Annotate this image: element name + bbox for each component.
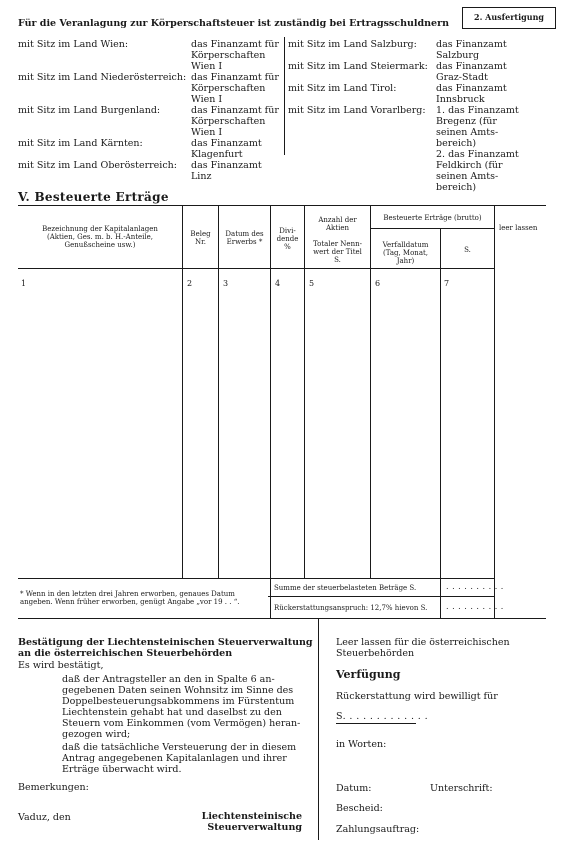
jurisdiction-office: 1. das Finanzamt Bregenz (für seinen Amts- bereich) 2. das Finanzamt Feldkirch (für seinen Amts- bereich) xyxy=(436,105,519,193)
confirmation-para-2-line: daß die tatsächliche Versteuerung der in diesem xyxy=(62,742,297,753)
section-title: V. Besteuerte Erträge xyxy=(18,190,169,204)
col-sep-3 xyxy=(270,205,271,618)
col-header-2 xyxy=(183,230,218,246)
jurisdiction-office: das Finanzamt Klagenfurt xyxy=(191,138,262,160)
table-bottom-border xyxy=(18,578,494,579)
sum-field[interactable]: . . . . . . . . . . xyxy=(446,582,504,591)
jurisdiction-seat: mit Sitz im Land Tirol: xyxy=(288,83,397,94)
jurisdiction-seat: mit Sitz im Land Kärnten: xyxy=(18,138,143,149)
authority-signature xyxy=(190,811,302,833)
jurisdiction-entry xyxy=(18,105,284,138)
confirmation-intro: Es wird bestätigt, xyxy=(18,660,104,671)
jurisdiction-entry xyxy=(18,160,284,182)
sum-label: Summe der steuerbelasteten Beträge S. xyxy=(274,584,417,592)
table-header-border xyxy=(18,268,494,269)
col-header-4 xyxy=(271,227,304,251)
payment-order-label: Zahlungsauftrag: xyxy=(336,824,420,835)
footnote-line: * Wenn in den letzten drei Jahren erworben, genaues Datum xyxy=(20,590,235,598)
col-header-1 xyxy=(20,225,180,249)
authority-line: Steuerverwaltung xyxy=(207,822,302,833)
jurisdiction-seat: mit Sitz im Land Oberösterreich: xyxy=(18,160,177,171)
col-number-1: 1 xyxy=(21,279,27,288)
jurisdiction-seat: mit Sitz im Land Burgenland: xyxy=(18,105,161,116)
copy-label-box xyxy=(462,7,556,29)
col-header-4-line: dende xyxy=(276,235,299,243)
amount-underline xyxy=(336,723,416,724)
refund-label: Rückerstattungsanspruch: 12,7% hievon S. xyxy=(274,604,428,612)
col-header-3-line: Datum des xyxy=(225,230,264,238)
jurisdiction-seat: mit Sitz im Land Salzburg: xyxy=(288,39,417,50)
col-header-5-top-line: Anzahl der xyxy=(318,216,357,224)
col-header-5-top-line: Aktien xyxy=(326,224,349,232)
jurisdiction-entry xyxy=(288,61,558,83)
col-number-4: 4 xyxy=(275,279,281,288)
jurisdiction-seat: mit Sitz im Land Wien: xyxy=(18,39,129,50)
jurisdiction-office: das Finanzamt Graz-Stadt xyxy=(436,61,507,83)
col-header-3 xyxy=(219,230,270,246)
col-header-5-line: Totaler Nenn- xyxy=(313,240,362,248)
jurisdiction-entry xyxy=(288,83,558,105)
col-header-8: leer lassen xyxy=(499,224,538,232)
confirmation-para-1-line: Liechtenstein gehabt hat und daselbst zu den xyxy=(62,707,282,718)
order-title: Verfügung xyxy=(336,668,401,681)
refund-amount-field[interactable]: S. . . . . . . . . . . . . xyxy=(336,711,429,722)
confirmation-para-2-line: Antrag angegebenen Kapitalanlagen und ihrer xyxy=(62,753,287,764)
jurisdiction-right xyxy=(288,39,558,193)
signature-label: Unterschrift: xyxy=(430,783,493,794)
leave-blank-line: Steuerbehörden xyxy=(336,648,415,659)
leave-blank-line: Leer lassen für die österreichischen xyxy=(336,637,510,648)
jurisdiction-office: das Finanzamt für Körperschaften Wien I xyxy=(191,105,279,138)
col-header-5 xyxy=(305,240,370,264)
col-header-7: S. xyxy=(464,246,471,254)
col-header-4-line: % xyxy=(284,243,291,251)
col-header-2-line: Beleg xyxy=(190,230,211,238)
col-number-6: 6 xyxy=(375,279,381,288)
col-number-2: 2 xyxy=(187,279,193,288)
confirmation-para-1 xyxy=(62,674,302,740)
jurisdiction-entry xyxy=(288,39,558,61)
col-header-5-line: wert der Titel xyxy=(313,248,362,256)
col-header-group: Besteuerte Erträge (brutto) xyxy=(383,214,482,222)
refund-field[interactable]: . . . . . . . . . . xyxy=(446,602,504,611)
col-number-3: 3 xyxy=(223,279,229,288)
jurisdiction-seat: mit Sitz im Land Niederösterreich: xyxy=(18,72,187,83)
form-title: Für die Veranlagung zur Körperschaftsteuer ist zuständig bei Ertragsschuldnern xyxy=(18,18,449,29)
col-header-1-line: Genußscheine usw.) xyxy=(64,241,136,249)
col-sep-6 xyxy=(440,228,441,618)
col-header-6-line: (Tag, Monat, xyxy=(382,249,429,257)
leave-blank-note xyxy=(336,637,556,659)
jurisdiction-entry xyxy=(18,138,284,160)
col-header-2-line: Nr. xyxy=(195,238,206,246)
col-sep-7 xyxy=(494,205,495,618)
jurisdiction-seat: mit Sitz im Land Vorarlberg: xyxy=(288,105,426,116)
notice-label: Bescheid: xyxy=(336,803,383,814)
footnote-line: angeben. Wenn früher erworben, genügt Angabe „vor 19 . . “. xyxy=(20,598,240,606)
bottom-divider xyxy=(318,618,319,840)
jurisdiction-entry xyxy=(18,72,284,105)
jurisdiction-office: das Finanzamt Salzburg xyxy=(436,39,507,61)
date-label: Datum: xyxy=(336,783,372,794)
table-footnote xyxy=(20,590,266,606)
place-date-label: Vaduz, den xyxy=(18,812,71,823)
col-header-6 xyxy=(371,241,440,265)
col-header-1-line: (Aktien, Ges. m. b. H.-Anteile, xyxy=(46,233,154,241)
col-header-1-line: Bezeichnung der Kapitalanlagen xyxy=(42,225,158,233)
authority-line: Liechtensteinische xyxy=(201,811,302,822)
col-number-7: 7 xyxy=(444,279,450,288)
remarks-label: Bemerkungen: xyxy=(18,782,89,793)
col-number-5: 5 xyxy=(309,279,315,288)
table-footer-border xyxy=(18,618,546,619)
col-header-6-line: Jahr) xyxy=(396,257,415,265)
jurisdiction-divider xyxy=(284,37,285,155)
jurisdiction-office: das Finanzamt für Körperschaften Wien I xyxy=(191,72,279,105)
jurisdiction-left xyxy=(18,39,284,182)
confirmation-title-line: an die österreichischen Steuerbehörden xyxy=(18,648,233,659)
jurisdiction-entry xyxy=(288,105,558,193)
copy-label: 2. Ausfertigung xyxy=(474,12,544,22)
col-header-6-line: Verfalldatum xyxy=(382,241,429,249)
in-words-label: in Worten: xyxy=(336,739,387,750)
jurisdiction-office: das Finanzamt für Körperschaften Wien I xyxy=(191,39,279,72)
confirmation-para-1-line: Steuern vom Einkommen (vom Vermögen) heran- xyxy=(62,718,301,729)
jurisdiction-office: das Finanzamt Linz xyxy=(191,160,262,182)
confirmation-para-1-line: Doppelbesteuerungsabkommens im Fürstentum xyxy=(62,696,295,707)
jurisdiction-seat: mit Sitz im Land Steiermark: xyxy=(288,61,428,72)
confirmation-title-line: Bestätigung der Liechtensteinischen Steuerverwaltung xyxy=(18,637,313,648)
col-header-5-top xyxy=(305,216,370,232)
confirmation-para-1-line: daß der Antragsteller an den in Spalte 6 an- xyxy=(62,674,275,685)
confirmation-para-2 xyxy=(62,742,302,775)
col-header-3-line: Erwerbs * xyxy=(226,238,263,246)
col-sep-1 xyxy=(182,205,183,578)
confirmation-para-2-line: Erträge überwacht wird. xyxy=(62,764,182,775)
jurisdiction-entry xyxy=(18,39,284,72)
col-header-4-line: Divi- xyxy=(279,227,296,235)
jurisdiction-office: das Finanzamt Innsbruck xyxy=(436,83,507,105)
confirmation-title xyxy=(18,637,314,659)
refund-granted-label: Rückerstattung wird bewilligt für xyxy=(336,691,498,702)
col-header-5-line: S. xyxy=(334,256,341,264)
sum-row-border xyxy=(268,596,494,597)
table-top-border xyxy=(18,205,546,206)
confirmation-para-1-line: gezogen wird; xyxy=(62,729,131,740)
group-header-border xyxy=(370,228,494,229)
col-sep-2 xyxy=(218,205,219,578)
confirmation-para-1-line: gegebenen Daten seinen Wohnsitz im Sinne des xyxy=(62,685,294,696)
